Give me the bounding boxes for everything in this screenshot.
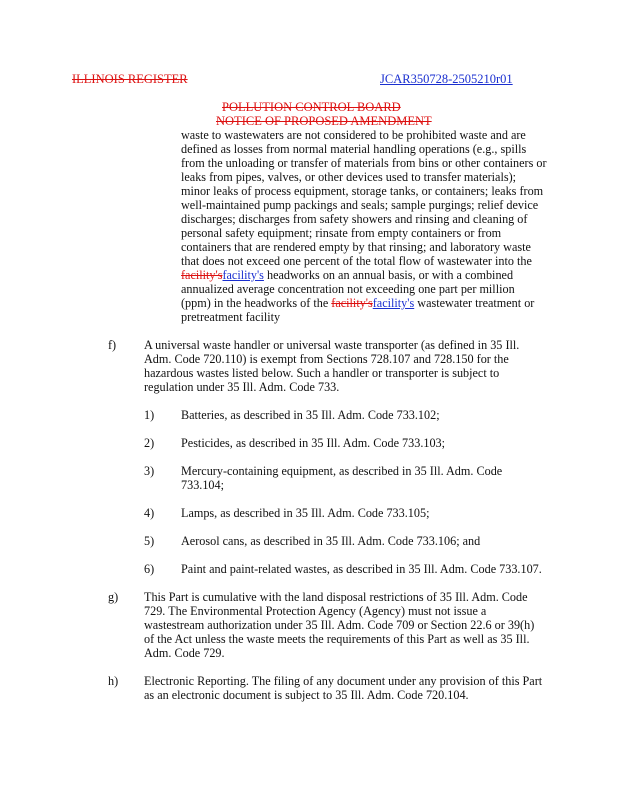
text-line	[181, 268, 591, 282]
text-line	[181, 296, 591, 310]
item-number: 3)	[144, 464, 155, 478]
text-line: regulation under 35 Ill. Adm. Code 733.	[144, 380, 340, 394]
inserted-text: facility's	[222, 268, 264, 282]
text-line: This Part is cumulative with the land disposal restrictions of 35 Ill. Adm. Code	[144, 590, 528, 604]
continuation-paragraph	[181, 128, 591, 324]
text-line: containers that are rendered empty by that rinsing; and laboratory waste	[181, 240, 531, 254]
item-text: Aerosol cans, as described in 35 Ill. Adm. Code 733.106; and	[181, 534, 481, 548]
text-line: waste to wastewaters are not considered to be prohibited waste and are	[181, 128, 526, 142]
section-g-text	[144, 590, 584, 660]
text-line: hazardous wastes listed below. Such a handler or transporter is subject to	[144, 366, 500, 380]
text-line: Adm. Code 720.110) is exempt from Sections 728.107 and 728.150 for the	[144, 352, 509, 366]
text-line: 729. The Environmental Protection Agency (Agency) must not issue a	[144, 604, 487, 618]
text-line: A universal waste handler or universal waste transporter (as defined in 35 Ill.	[144, 338, 520, 352]
item-text: Pesticides, as described in 35 Ill. Adm. Code 733.103;	[181, 436, 446, 450]
text-line: discharges; discharges from safety showers and rinsing and cleaning of	[181, 212, 528, 226]
text-line: pretreatment facility	[181, 310, 281, 324]
section-f-label: f)	[108, 338, 117, 352]
text-line: Mercury-containing equipment, as described in 35 Ill. Adm. Code	[181, 464, 503, 478]
text-line: as an electronic document is subject to 35 Ill. Adm. Code 720.104.	[144, 688, 469, 702]
notice-title: NOTICE OF PROPOSED AMENDMENT	[216, 114, 432, 128]
agency-name: POLLUTION CONTROL BOARD	[222, 100, 401, 114]
text-span: (ppm) in the headworks of the	[181, 296, 332, 310]
text-line: minor leaks of process equipment, storage tanks, or containers; leaks from	[181, 184, 544, 198]
inserted-text: facility's	[372, 296, 415, 310]
item-number: 2)	[144, 436, 155, 450]
section-g-label: g)	[108, 590, 119, 604]
text-line: defined as losses from normal material handling operations (e.g., spills	[181, 142, 527, 156]
deleted-text: facility's	[181, 268, 223, 282]
section-h-label: h)	[108, 674, 119, 688]
text-line: wastestream authorization under 35 Ill. Adm. Code 709 or Section 22.6 or 39(h)	[144, 618, 535, 632]
section-h-text	[144, 674, 584, 702]
register-title: ILLINOIS REGISTER	[72, 72, 188, 86]
text-line: from the unloading or transfer of materials from bins or other containers or	[181, 156, 547, 170]
text-span: headworks on an annual basis, or with a combined	[263, 268, 514, 282]
item-number: 1)	[144, 408, 155, 422]
item-text: Batteries, as described in 35 Ill. Adm. Code 733.102;	[181, 408, 440, 422]
text-line: that does not exceed one percent of the total flow of wastewater into the	[181, 254, 532, 268]
item-number: 6)	[144, 562, 155, 576]
text-line: Electronic Reporting. The filing of any document under any provision of this Part	[144, 674, 543, 688]
item-text: Lamps, as described in 35 Ill. Adm. Code 733.105;	[181, 506, 430, 520]
item-text	[181, 464, 502, 492]
text-line: well-maintained pump packings and seals; sample purgings; relief device	[181, 198, 539, 212]
item-number: 5)	[144, 534, 155, 548]
deleted-text: facility's	[331, 296, 373, 310]
text-line: personal safety equipment; rinsate from empty containers or from	[181, 226, 502, 240]
text-line: 733.104;	[181, 478, 224, 492]
item-text: Paint and paint-related wastes, as described in 35 Ill. Adm. Code 733.107.	[181, 562, 542, 576]
text-line: annualized average concentration not exceeding one part per million	[181, 282, 515, 296]
item-number: 4)	[144, 506, 155, 520]
text-line: Adm. Code 729.	[144, 646, 225, 660]
section-f-text	[144, 338, 584, 394]
jcar-id: JCAR350728-2505210r01	[380, 72, 513, 86]
text-line: leaks from pipes, valves, or other devices used to transfer materials);	[181, 170, 517, 184]
text-span: wastewater treatment or	[414, 296, 535, 310]
text-line: of the Act unless the waste meets the requirements of this Part as well as 35 Ill.	[144, 632, 530, 646]
